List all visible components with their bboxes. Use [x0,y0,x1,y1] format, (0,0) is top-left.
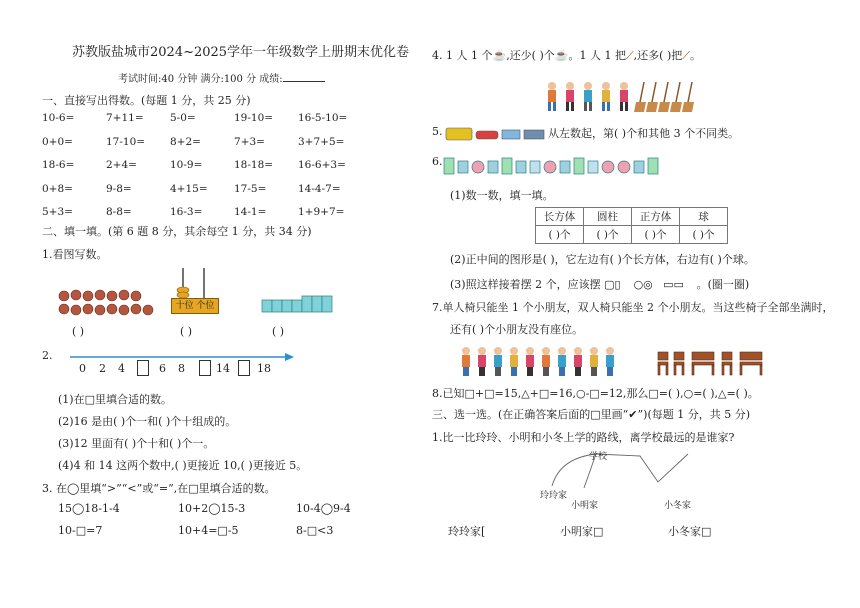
q3-item: 8-□<3 [296,524,334,537]
q6-label: 6. [432,155,443,168]
section1-heading: 一、直接写出得数。(每题 1 分，共 25 分) [42,94,251,107]
problem: 4+15= [170,182,208,195]
q3-item: 10-4◯9-4 [296,502,351,515]
problem: 16-5-10= [298,112,348,124]
flowers-illustration [58,290,158,320]
problem: 16-3= [170,206,203,218]
cup-icon: ☕ [492,49,507,62]
blank-box[interactable] [238,360,250,376]
vehicles-illustration [446,124,546,144]
problem: 14-1= [234,206,267,218]
page-title: 苏教版盐城市2024~2025学年一年级数学上册期末优化卷 [72,45,410,60]
problem: 10-6= [42,112,75,124]
q4-text: 。 [689,49,701,62]
problem: 3+7+5= [298,135,345,148]
cup-icon: ☕ [554,49,569,62]
q6-1: (1)数一数，填一填。 [450,189,554,202]
problem: 9-8= [106,182,132,195]
tick-label: 0 [79,362,86,375]
q3-item: 10+2◯15-3 [178,502,246,515]
route-map [540,448,720,513]
option-cube-cylinder-icon[interactable]: ▢▯ [604,278,621,291]
problem: 17-10= [106,135,146,148]
option-ball-cylinder-icon[interactable]: ○◎ [633,278,653,291]
arithmetic-grid [42,112,362,230]
q4-text: 。1 人 1 把 [568,49,626,62]
map-label-school: 学校 [589,452,608,462]
q5-label: 5. [432,125,443,138]
tick-label: 4 [118,362,125,375]
table-header: 正方体 [632,208,680,226]
problem: 5+3= [42,206,73,218]
table-cell[interactable]: ( )个 [680,226,728,244]
q2-label: 2. [42,349,53,362]
problem: 18-6= [42,159,75,171]
problem: 19-10= [234,112,274,124]
table-cell[interactable]: ( )个 [536,226,584,244]
tick-label: 18 [257,362,271,375]
option-cuboid-cuboid-icon[interactable]: ▭▭ [663,278,684,291]
answer-paren: ( ) [272,325,285,338]
problem: 7+3= [234,135,265,148]
grid-row [42,136,362,160]
q2-item: (4)4 和 14 这两个数中,( )更接近 10,( )更接近 5。 [58,459,308,472]
score-blank [283,71,325,82]
shape-count-table [535,207,728,244]
children-with-cups-illustration [544,78,634,114]
q7-line1: 7.单人椅只能坐 1 个小朋友，双人椅只能坐 2 个小朋友。当这些椅子全部坐满时， [432,301,834,314]
broom-icon: ⟋ [625,49,634,62]
q4-line [432,47,701,63]
answer-option-xiaoming[interactable]: 小明家□ [560,525,604,538]
map-label-lingling: 玲玲家 [540,491,568,501]
section2-heading: 二、填一填。(第 6 题 8 分，其余每空 1 分，共 34 分) [42,225,312,238]
blank-box[interactable] [137,360,149,376]
cubes-illustration [262,292,342,316]
q6-2: (2)正中间的图形是( )，它左边有( )个长方体，右边有( )个球。 [450,253,755,266]
map-label-xiaoming: 小明家 [571,501,599,511]
q5-text: 从左数起，第( )个和其他 3 个不同类。 [548,127,740,140]
table-cell[interactable]: ( )个 [584,226,632,244]
q3-item: 10-□=7 [58,524,103,537]
exam-info [118,70,325,85]
chairs-illustration [656,350,766,378]
map-label-xiaodong: 小冬家 [664,501,692,511]
problem: 7+11= [106,112,144,124]
answer-paren: ( ) [72,325,85,338]
grid-row [42,112,362,136]
q3-label: 3. 在◯里填“>”“<”或“=”,在□里填合适的数。 [42,482,276,495]
problem: 5-0= [170,112,196,124]
q4-text: ,还少( )个 [506,49,555,62]
exam-info-text: 考试时间:40 分钟 满分:100 分 成绩: [118,74,283,85]
table-header: 长方体 [536,208,584,226]
problem: 1+9+7= [298,206,345,218]
abacus-label: 十位 个位 [171,298,219,314]
problem: 2+4= [106,159,137,171]
problem: 8+2= [170,135,201,148]
problem: 10-9= [170,159,203,171]
q4-text: 4. 1 人 1 个 [432,49,493,62]
table-cell[interactable]: ( )个 [632,226,680,244]
q2-item: (2)16 是由( )个一和( )个十组成的。 [58,415,237,428]
s3q1: 1.比一比玲玲、小明和小冬上学的路线，离学校最远的是谁家? [432,431,735,444]
answer-option-lingling[interactable]: 玲玲家[ [448,525,486,538]
children-row-illustration [458,344,648,378]
problem: 18-18= [234,159,274,171]
q6-3-line [450,276,749,292]
q6-3-text: (3)照这样接着摆 2 个，应该摆 [450,278,601,291]
q4-text: ,还多( )把 [633,49,683,62]
problem: 17-5= [234,182,267,195]
problem: 0+8= [42,182,73,195]
brooms-illustration [636,80,696,114]
q6-3-end: 。(圈一圈) [696,278,750,291]
tick-label: 8 [178,362,185,375]
problem: 0+0= [42,135,73,148]
q7-line2: 还有( )个小朋友没有座位。 [450,323,584,336]
problem: 16-6+3= [298,159,346,171]
answer-option-xiaodong[interactable]: 小冬家□ [668,525,712,538]
table-header: 圆柱 [584,208,632,226]
section3-heading: 三、选一选。(在正确答案后面的□里画“✔”)(每题 1 分，共 5 分) [432,408,751,421]
grid-row [42,159,362,183]
q2-item: (3)12 里面有( )个十和( )个一。 [58,437,215,450]
q8: 8.已知□+□=15,△+□=16,○-□=12,那么□=( ),○=( ),△=( )。 [432,387,759,400]
q3-item: 15◯18-1-4 [58,502,120,515]
q3-item: 10+4=□-5 [178,524,239,537]
q2-item: (1)在□里填合适的数。 [58,393,172,406]
problem: 14-4-7= [298,182,341,195]
answer-paren: ( ) [180,325,193,338]
blank-box[interactable] [199,360,211,376]
broom-icon: ⟋ [682,49,690,62]
tick-label: 14 [216,362,230,375]
tick-label: 6 [159,362,166,375]
table-header: 球 [680,208,728,226]
tick-label: 2 [99,362,106,375]
problem: 8-8= [106,206,132,218]
q1-label: 1.看图写数。 [42,248,108,261]
grid-row [42,183,362,207]
shapes-row-illustration [444,158,674,178]
